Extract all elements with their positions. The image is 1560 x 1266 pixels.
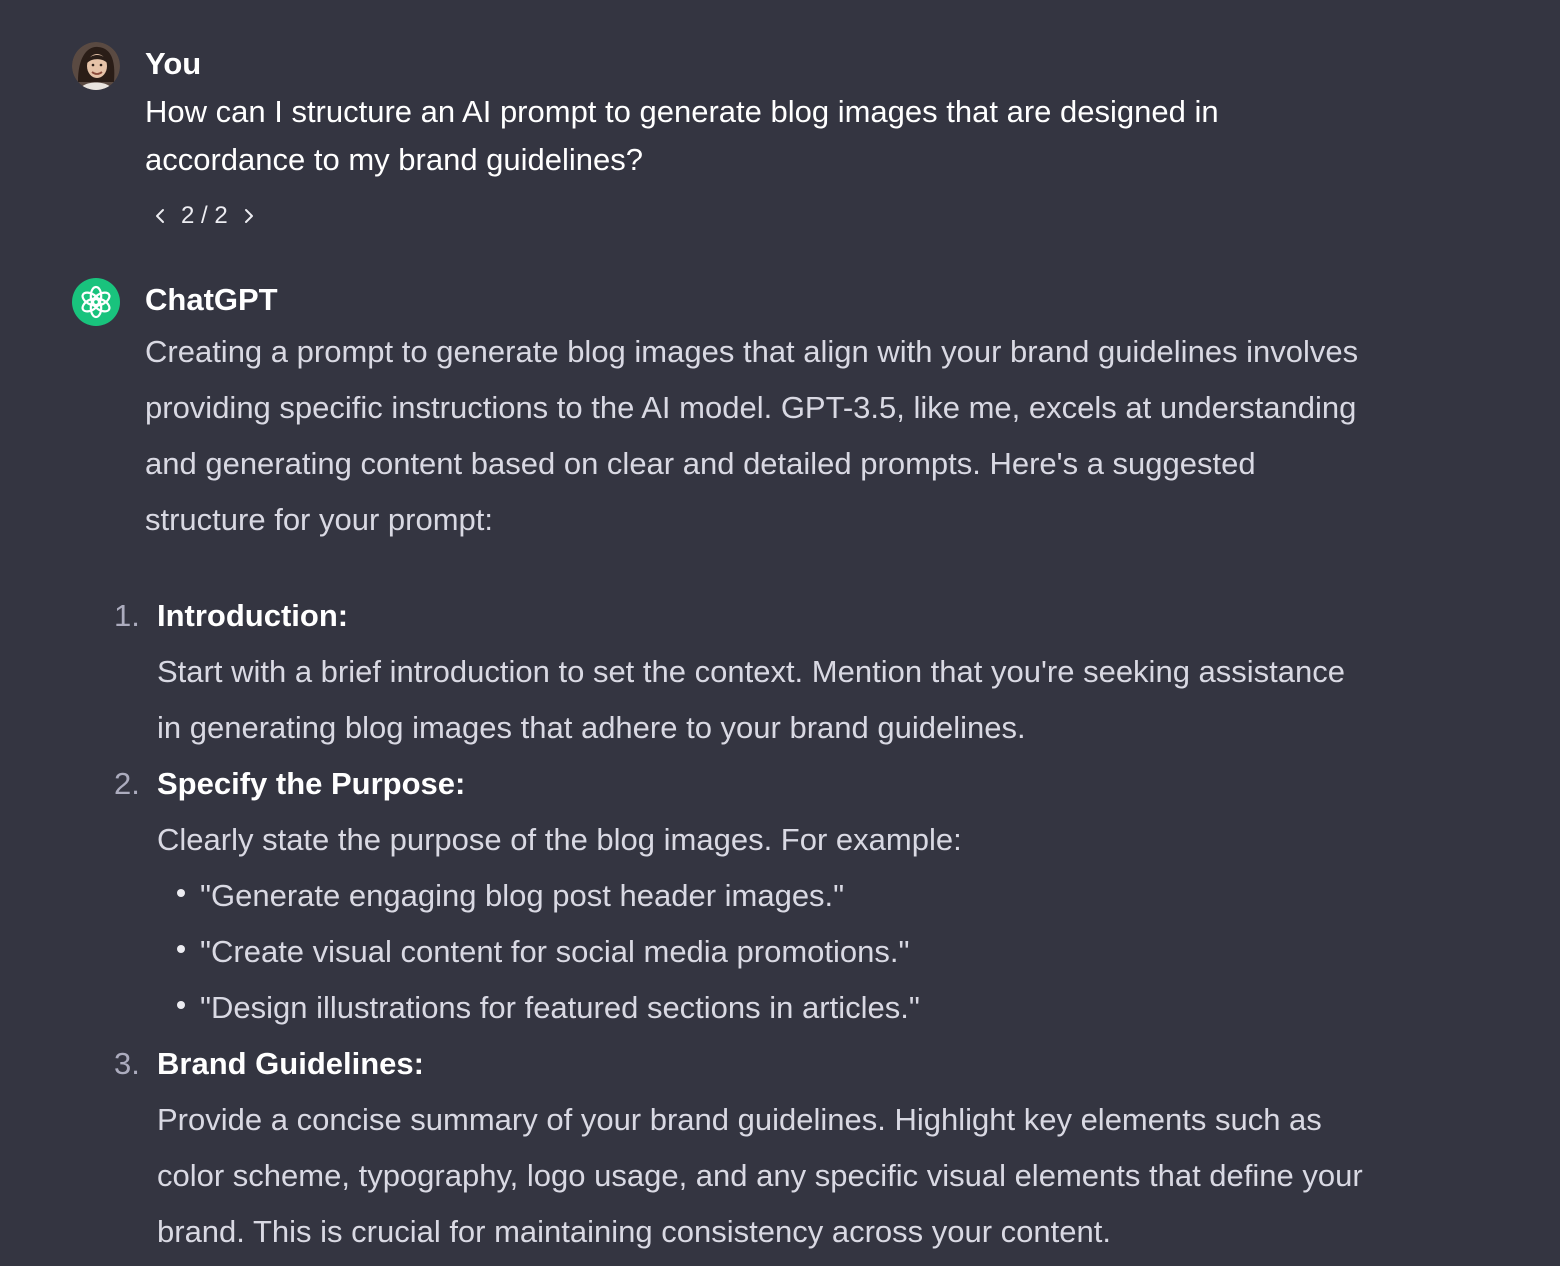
user-author-name: You xyxy=(145,46,202,81)
list-item xyxy=(114,588,1414,756)
bullet-icon xyxy=(177,889,185,897)
steps-list xyxy=(114,588,1414,1260)
example-bullets xyxy=(157,868,1414,1036)
bullet-item xyxy=(177,980,1414,1036)
step-body: Clearly state the purpose of the blog images. For example: xyxy=(157,822,962,857)
chevron-right-icon[interactable] xyxy=(238,205,260,227)
assistant-intro-text: Creating a prompt to generate blog images that align with your brand guidelines involves providing specific instructions to the AI model. GPT-3.5, like me, excels at understanding and generating content based on clear and detailed prompts. Here's a suggested structure for your prompt: xyxy=(145,334,1359,537)
user-message-text: How can I structure an AI prompt to generate blog images that are designed in accordance to my brand guidelines? xyxy=(145,94,1219,177)
bullet-item xyxy=(177,868,1414,924)
step-title: Specify the Purpose: xyxy=(157,766,466,801)
step-title: Introduction: xyxy=(157,598,349,633)
step-title: Brand Guidelines: xyxy=(157,1046,424,1081)
bullet-icon xyxy=(177,945,185,953)
assistant-author-name: ChatGPT xyxy=(145,282,278,317)
bullet-text: "Create visual content for social media promotions." xyxy=(200,934,910,969)
bullet-icon xyxy=(177,1001,185,1009)
bullet-item xyxy=(177,924,1414,980)
bullet-text: "Design illustrations for featured sections in articles." xyxy=(200,990,920,1025)
response-pager xyxy=(149,198,260,234)
openai-logo-icon xyxy=(72,278,120,326)
list-item xyxy=(114,1036,1414,1260)
step-number: 2. xyxy=(114,766,140,801)
step-body: Start with a brief introduction to set the context. Mention that you're seeking assistance in generating blog images that adhere to your brand guidelines. xyxy=(157,654,1346,745)
pager-label: 2 / 2 xyxy=(181,202,228,229)
bullet-text: "Generate engaging blog post header images." xyxy=(200,878,845,913)
step-body: Provide a concise summary of your brand guidelines. Highlight key elements such as color scheme, typography, logo usage, and any specific visual elements that define your brand. This is crucial for maintaining consistency across your content. xyxy=(157,1102,1363,1249)
chevron-left-icon[interactable] xyxy=(149,205,171,227)
list-item xyxy=(114,756,1414,1036)
step-number: 3. xyxy=(114,1046,140,1081)
avatar xyxy=(72,42,120,90)
step-number: 1. xyxy=(114,598,140,633)
